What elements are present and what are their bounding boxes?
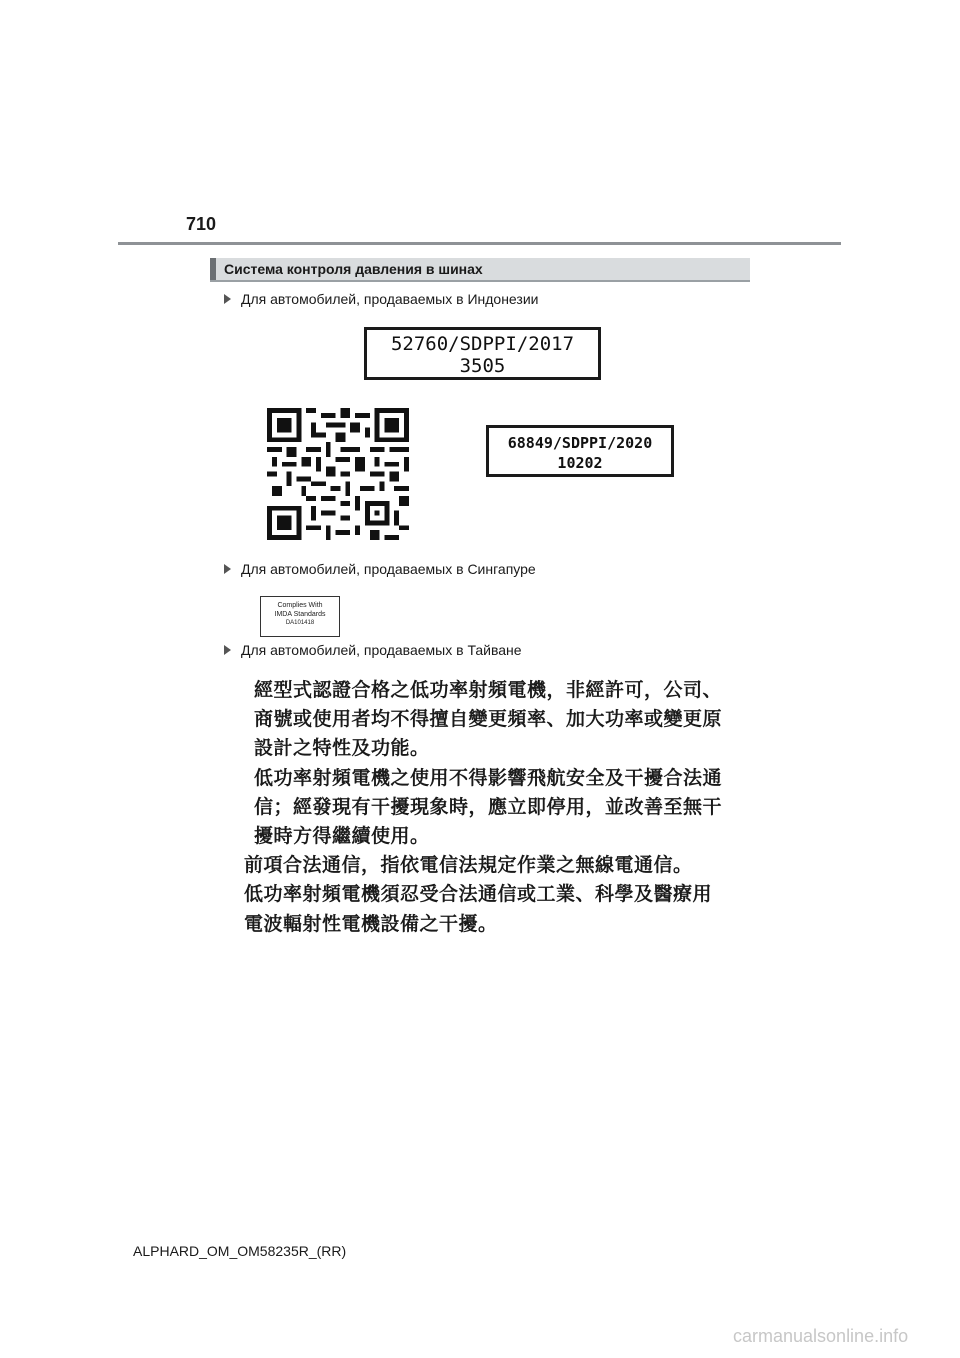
cert-number: 68849/SDPPI/2020: [507, 434, 653, 452]
list-item-label: Для автомобилей, продаваемых в Тайване: [241, 642, 522, 658]
imda-code: DA101418: [285, 620, 315, 626]
taiwan-paragraph-4: 低功率射頻電機須忍受合法通信或工業、科學及醫療用電波輻射性電機設備之干擾。: [244, 883, 713, 935]
section-header: [210, 258, 750, 282]
cert-code: 3505: [459, 355, 506, 377]
imda-line-1: Complies With: [277, 602, 323, 609]
qr-code-icon: [266, 408, 410, 540]
list-item-label: Для автомобилей, продаваемых в Сингапуре: [241, 561, 536, 577]
list-item-singapore: [224, 561, 536, 577]
list-item-indonesia: [224, 291, 538, 307]
imda-compliance-label: [260, 596, 340, 637]
taiwan-paragraph-3: 前項合法通信，指依電信法規定作業之無線電通信。: [244, 854, 693, 877]
taiwan-paragraph-2: 低功率射頻電機之使用不得影響飛航安全及干擾合法通信；經發現有干擾現象時，應立即停用，並改善至無干擾時方得繼續使用。: [254, 766, 723, 848]
triangle-bullet-icon: [224, 645, 231, 655]
indonesia-cert-label-2: [486, 425, 674, 477]
header-rule: [118, 242, 841, 245]
taiwan-notice: [244, 676, 724, 939]
list-item-taiwan: [224, 642, 522, 658]
section-accent: [210, 258, 216, 280]
triangle-bullet-icon: [224, 564, 231, 574]
triangle-bullet-icon: [224, 294, 231, 304]
indonesia-cert-label-1: [364, 327, 601, 380]
cert-number: 52760/SDPPI/2017: [390, 333, 575, 355]
taiwan-paragraph-1: 經型式認證合格之低功率射頻電機，非經許可，公司、商號或使用者均不得擅自變更頻率、加大功率或變更原設計之特性及功能。: [254, 679, 723, 760]
cert-code: 10202: [557, 454, 603, 472]
page-number: 710: [186, 214, 217, 234]
section-title: Система контроля давления в шинах: [224, 261, 483, 277]
footer-code: ALPHARD_OM_OM58235R_(RR): [133, 1243, 347, 1259]
list-item-label: Для автомобилей, продаваемых в Индонезии: [241, 291, 539, 307]
imda-line-2: IMDA Standards: [274, 611, 326, 618]
watermark: carmanualsonline.info: [733, 1326, 909, 1346]
